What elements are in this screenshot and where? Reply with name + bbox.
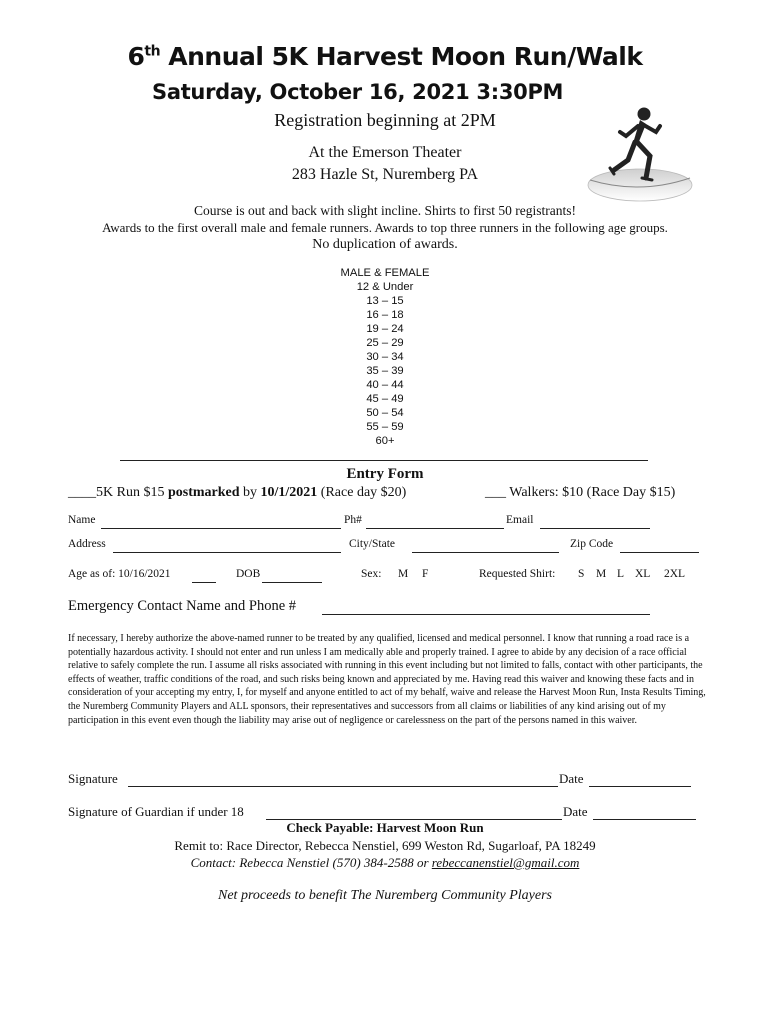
course-description: Course is out and back with slight incline. Shirts to first 50 registrants!	[193, 203, 577, 218]
section-divider	[120, 460, 648, 461]
age-group-item: 40 – 44	[366, 379, 404, 391]
age-field-label: Age as of: 10/16/2021	[68, 568, 171, 580]
5k-run-label: 5K Run $15	[96, 485, 168, 500]
zip-code-field-label: Zip Code	[570, 538, 614, 550]
name-field[interactable]	[101, 516, 341, 534]
event-title	[0, 42, 770, 71]
sex-option-f[interactable]: F	[422, 568, 429, 580]
shirt-size-label: Requested Shirt:	[479, 568, 556, 580]
check-payable-note: Check Payable: Harvest Moon Run	[286, 820, 484, 835]
age-group-list	[0, 266, 770, 448]
venue-address: 283 Hazle St, Nuremberg PA	[291, 166, 479, 183]
age-group-item: 50 – 54	[366, 407, 404, 419]
event-date: Saturday, October 16, 2021 3:30PM	[152, 80, 564, 104]
name-field-label: Name	[68, 514, 96, 526]
age-group-item: 35 – 39	[366, 365, 404, 377]
5k-run-checkbox-blank[interactable]: ____	[68, 485, 96, 500]
dob-field-label: DOB	[236, 568, 261, 580]
shirt-size-m[interactable]: M	[596, 568, 607, 580]
age-group-item: 16 – 18	[366, 309, 404, 321]
age-group-item: 60+	[375, 435, 395, 447]
signature-date-field[interactable]	[589, 774, 691, 792]
contact-email-link[interactable]: rebeccanenstiel@gmail.com	[431, 855, 580, 870]
age-field[interactable]	[192, 570, 216, 588]
sex-label: Sex:	[361, 568, 382, 580]
address-field-label: Address	[68, 538, 106, 550]
age-group-item: 45 – 49	[366, 393, 404, 405]
no-duplication-note: No duplication of awards.	[312, 237, 458, 252]
address-field[interactable]	[113, 540, 341, 558]
shirt-size-xl[interactable]: XL	[635, 568, 651, 580]
runner-illustration	[580, 100, 695, 220]
race-day-price: (Race day $20)	[317, 485, 407, 500]
guardian-signature-label: Signature of Guardian if under 18	[68, 804, 244, 819]
shirt-size-l[interactable]: L	[617, 568, 625, 580]
proceeds-note: Net proceeds to benefit The Nuremberg Community Players	[218, 888, 552, 903]
signature-date-label: Date	[559, 771, 584, 786]
walkers-option[interactable]	[485, 485, 675, 501]
registration-time: Registration beginning at 2PM	[274, 110, 496, 130]
signature-field[interactable]	[128, 774, 558, 792]
age-group-item: 12 & Under	[356, 281, 414, 293]
emergency-contact-label: Emergency Contact Name and Phone #	[68, 598, 297, 614]
emergency-contact-field[interactable]	[322, 602, 650, 620]
dob-field[interactable]	[262, 570, 322, 588]
guardian-date-label: Date	[563, 804, 588, 819]
shirt-size-2xl[interactable]: 2XL	[664, 568, 686, 580]
walkers-label: Walkers: $10 (Race Day $15)	[506, 485, 676, 500]
contact-info	[0, 855, 770, 871]
zip-code-field[interactable]	[620, 540, 699, 558]
sex-option-m[interactable]: M	[398, 568, 409, 580]
age-group-item: 30 – 34	[366, 351, 404, 363]
title-text: Annual 5K Harvest Moon Run/Walk	[160, 42, 643, 71]
email-field-label: Email	[506, 514, 534, 526]
walkers-checkbox-blank[interactable]: ___	[485, 485, 506, 500]
awards-description: Awards to the first overall male and female runners. Awards to top three runners in the following age groups.	[102, 220, 668, 235]
phone-field-label: Ph#	[344, 514, 362, 526]
postmark-date: 10/1/2021	[260, 485, 318, 500]
title-ordinal-suffix: th	[144, 43, 161, 60]
5k-run-option[interactable]	[68, 485, 406, 501]
by-label: by	[239, 485, 261, 500]
age-group-item: 55 – 59	[366, 421, 404, 433]
postmarked-label: postmarked	[167, 485, 240, 500]
city-state-field[interactable]	[412, 540, 559, 558]
email-field[interactable]	[540, 516, 650, 534]
liability-waiver: If necessary, I hereby authorize the above-named runner to be treated by any qualified, licensed and medical personnel. I know that running a road race is a potentially hazardous activity. I should not enter and run unless I am medically able and properly trained. I agree to abide by any decision of a race official relative to safely complete the run. I assume all risks associated with running in this event including but not limited to falls, contact with other participants, the effects of weather, traffic conditions of the road, and such risks being known and appreciated by me. Having read this waiver and knowing these facts and in consideration of your accepting my entry, I, for myself and anyone entitled to act of my behalf, waive and release the Harvest Moon Run, Insta Results Timing, the Nuremberg Community Players and ALL sponsors, their representatives and successors from all claims or liabilities of any kind arising out of my participation in this event even though the liability may arise out of negligence or carelessness on the part of the persons named in this waiver.	[68, 633, 706, 726]
contact-text: Contact: Rebecca Nenstiel (570) 384-2588 or	[190, 855, 432, 870]
age-group-header: MALE & FEMALE	[340, 267, 430, 279]
phone-field[interactable]	[366, 516, 504, 534]
age-group-item: 25 – 29	[366, 337, 404, 349]
remit-address: Remit to: Race Director, Rebecca Nenstiel, 699 Weston Rd, Sugarloaf, PA 18249	[174, 838, 596, 853]
entry-form-title: Entry Form	[346, 466, 424, 482]
shirt-size-s[interactable]: S	[578, 568, 585, 580]
age-group-item: 19 – 24	[366, 323, 404, 335]
city-state-field-label: City/State	[349, 538, 395, 550]
title-number: 6	[127, 42, 145, 71]
signature-label: Signature	[68, 771, 118, 786]
age-group-item: 13 – 15	[366, 295, 404, 307]
venue-name: At the Emerson Theater	[308, 144, 462, 161]
